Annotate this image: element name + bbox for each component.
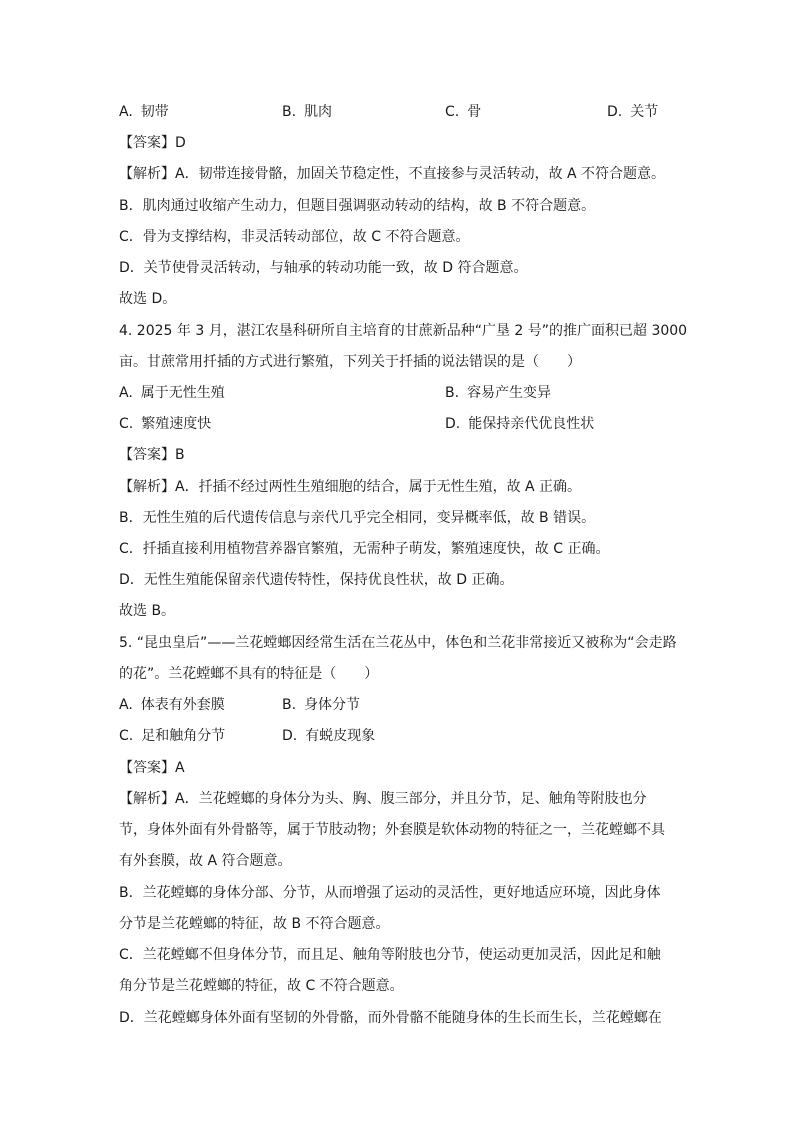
- q5-analysis-line: 分节是兰花螳螂的特征，故 B 不符合题意。: [119, 916, 390, 932]
- option-key: A.: [119, 697, 133, 713]
- q5-analysis-line: D．兰花螳螂身体外面有坚韧的外骨骼，而外骨骼不能随身体的生长而生长，兰花螳螂在: [119, 1010, 662, 1026]
- q3-analysis-line: B．肌肉通过收缩产生动力，但题目强调驱动转动的结构，故 B 不符合题意。: [119, 198, 596, 214]
- q5-analysis-line: B．兰花螳螂的身体分部、分节，从而增强了运动的灵活性，更好地适应环境，因此身体: [119, 885, 661, 901]
- q3-option-a: [119, 102, 169, 122]
- option-key: C.: [119, 416, 134, 432]
- q4-stem-line: 亩。甘蔗常用扦插的方式进行繁殖，下列关于扦插的说法错误的是（ ）: [119, 354, 581, 370]
- q3-analysis-line: 【解析】A．韧带连接骨骼，加固关节稳定性，不直接参与灵活转动，故 A 不符合题意。: [119, 166, 666, 182]
- option-text: 属于无性生殖: [140, 385, 225, 401]
- q4-analysis-line: 【解析】A．扦插不经过两性生殖细胞的结合，属于无性生殖，故 A 正确。: [119, 479, 582, 495]
- q5-stem-line: 的花”。兰花螳螂不具有的特征是（ ）: [119, 666, 379, 682]
- option-text: 有蜕皮现象: [305, 728, 376, 744]
- option-key: D.: [445, 416, 461, 432]
- q5-analysis-line: C．兰花螳螂不但身体分节，而且足、触角等附肢也分节，使运动更加灵活，因此足和触: [119, 947, 661, 963]
- option-key: B.: [282, 104, 297, 120]
- option-key: A.: [119, 104, 133, 120]
- q3-option-d: [607, 102, 658, 122]
- q3-option-c: [445, 102, 481, 122]
- option-text: 关节: [630, 104, 659, 120]
- option-text: 体表有外套膜: [140, 697, 225, 713]
- option-key: A.: [119, 385, 133, 401]
- q3-conclusion: 故选 D。: [119, 291, 177, 307]
- q5-analysis-line: 节，身体外面有外骨骼等，属于节肢动物；外套膜是软体动物的特征之一，兰花螳螂不具: [119, 822, 665, 838]
- q5-option-b: [282, 695, 360, 715]
- q5-analysis-line: 有外套膜，故 A 符合题意。: [119, 853, 292, 869]
- option-text: 骨: [467, 104, 482, 120]
- option-text: 容易产生变异: [467, 385, 552, 401]
- q4-answer: 【答案】B: [119, 447, 185, 463]
- option-key: C.: [445, 104, 460, 120]
- q3-option-b: [282, 102, 332, 122]
- option-key: B.: [445, 385, 460, 401]
- q5-option-a: [119, 695, 225, 715]
- q4-analysis-line: D．无性生殖能保留亲代遗传特性，保持优良性状，故 D 正确。: [119, 572, 514, 588]
- q3-analysis-line: D．关节使骨灵活转动，与轴承的转动功能一致，故 D 符合题意。: [119, 260, 528, 276]
- q3-answer: 【答案】D: [119, 135, 186, 151]
- q4-option-d: [445, 414, 594, 434]
- option-text: 韧带: [140, 104, 169, 120]
- q4-analysis-line: C．扦插直接利用植物营养器官繁殖，无需种子萌发，繁殖速度快，故 C 正确。: [119, 541, 610, 557]
- option-key: D.: [282, 728, 298, 744]
- option-text: 能保持亲代优良性状: [468, 416, 595, 432]
- option-key: D.: [607, 104, 623, 120]
- q4-stem-line: 4. 2025 年 3 月，湛江农垦科研所自主培育的甘蔗新品种“广垦 2 号”的推广面积已超 3000: [119, 323, 688, 339]
- q5-stem-line: 5. “昆虫皇后”——兰花螳螂因经常生活在兰花丛中，体色和兰花非常接近又被称为“会走路: [119, 635, 677, 651]
- option-key: B.: [282, 697, 297, 713]
- option-key: C.: [119, 728, 134, 744]
- q5-answer: 【答案】A: [119, 760, 185, 776]
- q4-analysis-line: B．无性生殖的后代遗传信息与亲代几乎完全相同，变异概率低，故 B 错误。: [119, 510, 596, 526]
- q4-option-b: [445, 383, 551, 403]
- option-text: 身体分节: [304, 697, 361, 713]
- q3-analysis-line: C．骨为支撑结构，非灵活转动部位，故 C 不符合题意。: [119, 229, 470, 245]
- q4-option-a: [119, 383, 225, 403]
- q5-option-c: [119, 726, 225, 746]
- q4-conclusion: 故选 B。: [119, 603, 176, 619]
- q4-option-c: [119, 414, 211, 434]
- option-text: 繁殖速度快: [141, 416, 212, 432]
- option-text: 肌肉: [304, 104, 333, 120]
- option-text: 足和触角分节: [141, 728, 226, 744]
- q5-option-d: [282, 726, 375, 746]
- q5-analysis-line: 角分节是兰花螳螂的特征，故 C 不符合题意。: [119, 978, 404, 994]
- q5-analysis-line: 【解析】A．兰花螳螂的身体分为头、胸、腹三部分，并且分节，足、触角等附肢也分: [119, 791, 647, 807]
